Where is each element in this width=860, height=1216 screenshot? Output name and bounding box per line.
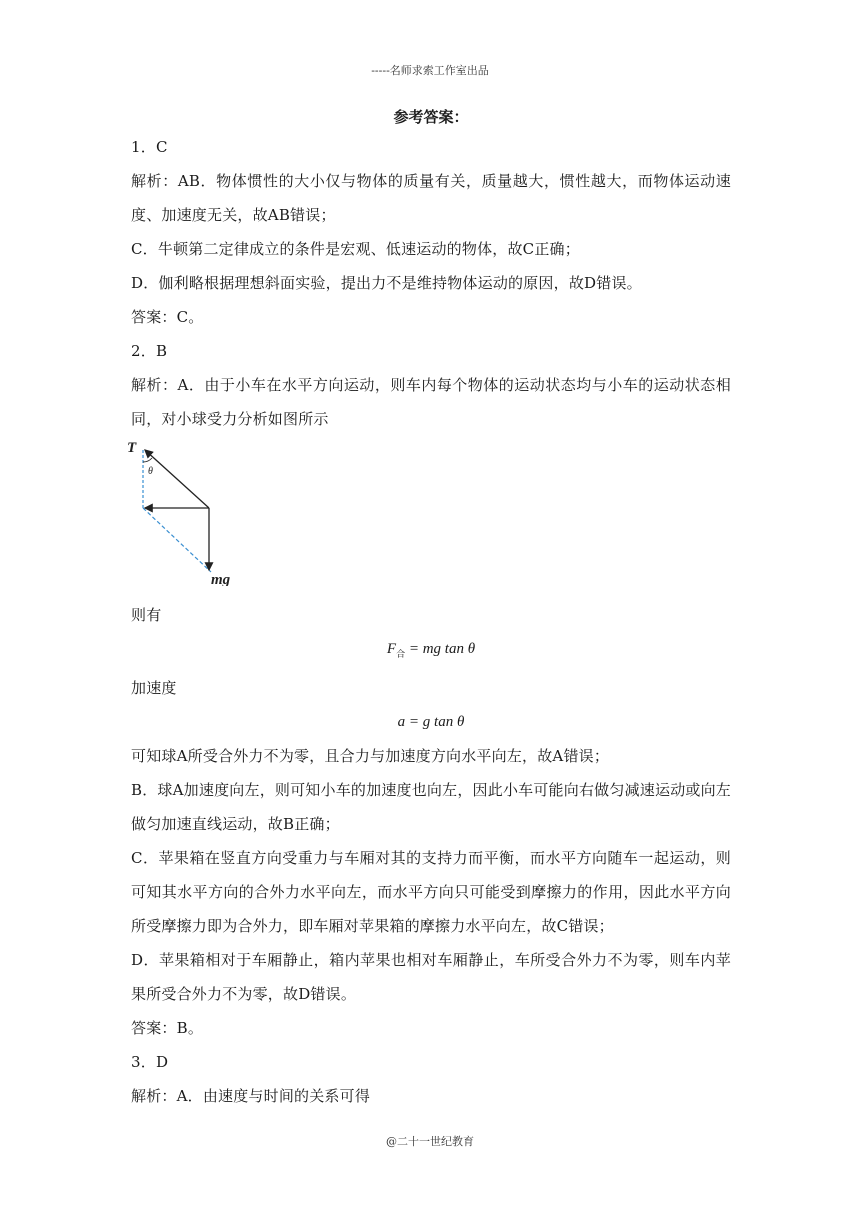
eq2-text: a = g tan θ bbox=[397, 714, 465, 730]
answers-title: 参考答案： bbox=[393, 108, 469, 126]
q2-analysis-b: B．球A加速度向左，则可知小车的加速度也向左，因此小车可能向右做匀减速运动或向左做匀加速直线运动，故B正确； bbox=[131, 781, 731, 833]
label-theta: θ bbox=[148, 466, 153, 477]
q3-number: 3．D bbox=[131, 1053, 169, 1071]
q2-analysis-a: 可知球A所受合外力不为零，且合力与加速度方向水平向左，故A错误； bbox=[131, 747, 610, 765]
eq1-rhs: = mg tan θ bbox=[405, 641, 476, 657]
q1-analysis-d: D．伽利略根据理想斜面实验，提出力不是维持物体运动的原因，故D错误。 bbox=[131, 274, 642, 292]
label-T: T bbox=[127, 440, 137, 456]
theta-arc bbox=[143, 458, 152, 462]
q3-analysis-a: 解析：A．由速度与时间的关系可得 bbox=[131, 1087, 371, 1105]
equation-acceleration bbox=[131, 705, 731, 739]
q2-analysis-c: C．苹果箱在竖直方向受重力与车厢对其的支持力而平衡，而水平方向随车一起运动，则可知其水平方向的合外力水平向左，而水平方向只可能受到摩擦力的作用，因此水平方向所受摩擦力即为合外力，即车厢对苹果箱的摩擦力水平向左，故C错误； bbox=[131, 849, 731, 935]
q1-number: 1．C bbox=[131, 138, 168, 156]
q2-accel-label: 加速度 bbox=[131, 679, 177, 697]
eq1-lhs: F bbox=[386, 641, 397, 657]
equation-net-force bbox=[131, 632, 731, 671]
q2-analysis-intro: 解析：A．由于小车在水平方向运动，则车内每个物体的运动状态均与小车的运动状态相同，对小球受力分析如图所示 bbox=[131, 376, 731, 428]
eq1-sub: 合 bbox=[396, 649, 406, 659]
answer-content bbox=[127, 104, 731, 1113]
q1-analysis-c: C．牛顿第二定律成立的条件是宏观、低速运动的物体，故C正确； bbox=[131, 240, 580, 258]
q2-then: 则有 bbox=[131, 606, 162, 624]
q1-analysis-ab: 解析：AB．物体惯性的大小仅与物体的质量有关，质量越大，惯性越大，而物体运动速度、加速度无关，故AB错误； bbox=[131, 172, 731, 224]
label-mg: mg bbox=[211, 572, 231, 586]
q2-number: 2．B bbox=[131, 342, 168, 360]
dashed-diagonal-line bbox=[143, 508, 211, 572]
tension-arrow bbox=[145, 450, 209, 508]
q1-answer: 答案：C。 bbox=[131, 308, 204, 326]
page-footer: @二十一世纪教育 bbox=[386, 1135, 474, 1148]
page-header: -----名师求索工作室出品 bbox=[371, 64, 489, 77]
q2-answer: 答案：B。 bbox=[131, 1019, 204, 1037]
q2-analysis-d: D．苹果箱相对于车厢静止，箱内苹果也相对车厢静止，车所受合外力不为零，则车内苹果所受合外力不为零，故D错误。 bbox=[131, 951, 731, 1003]
force-diagram bbox=[125, 438, 245, 586]
